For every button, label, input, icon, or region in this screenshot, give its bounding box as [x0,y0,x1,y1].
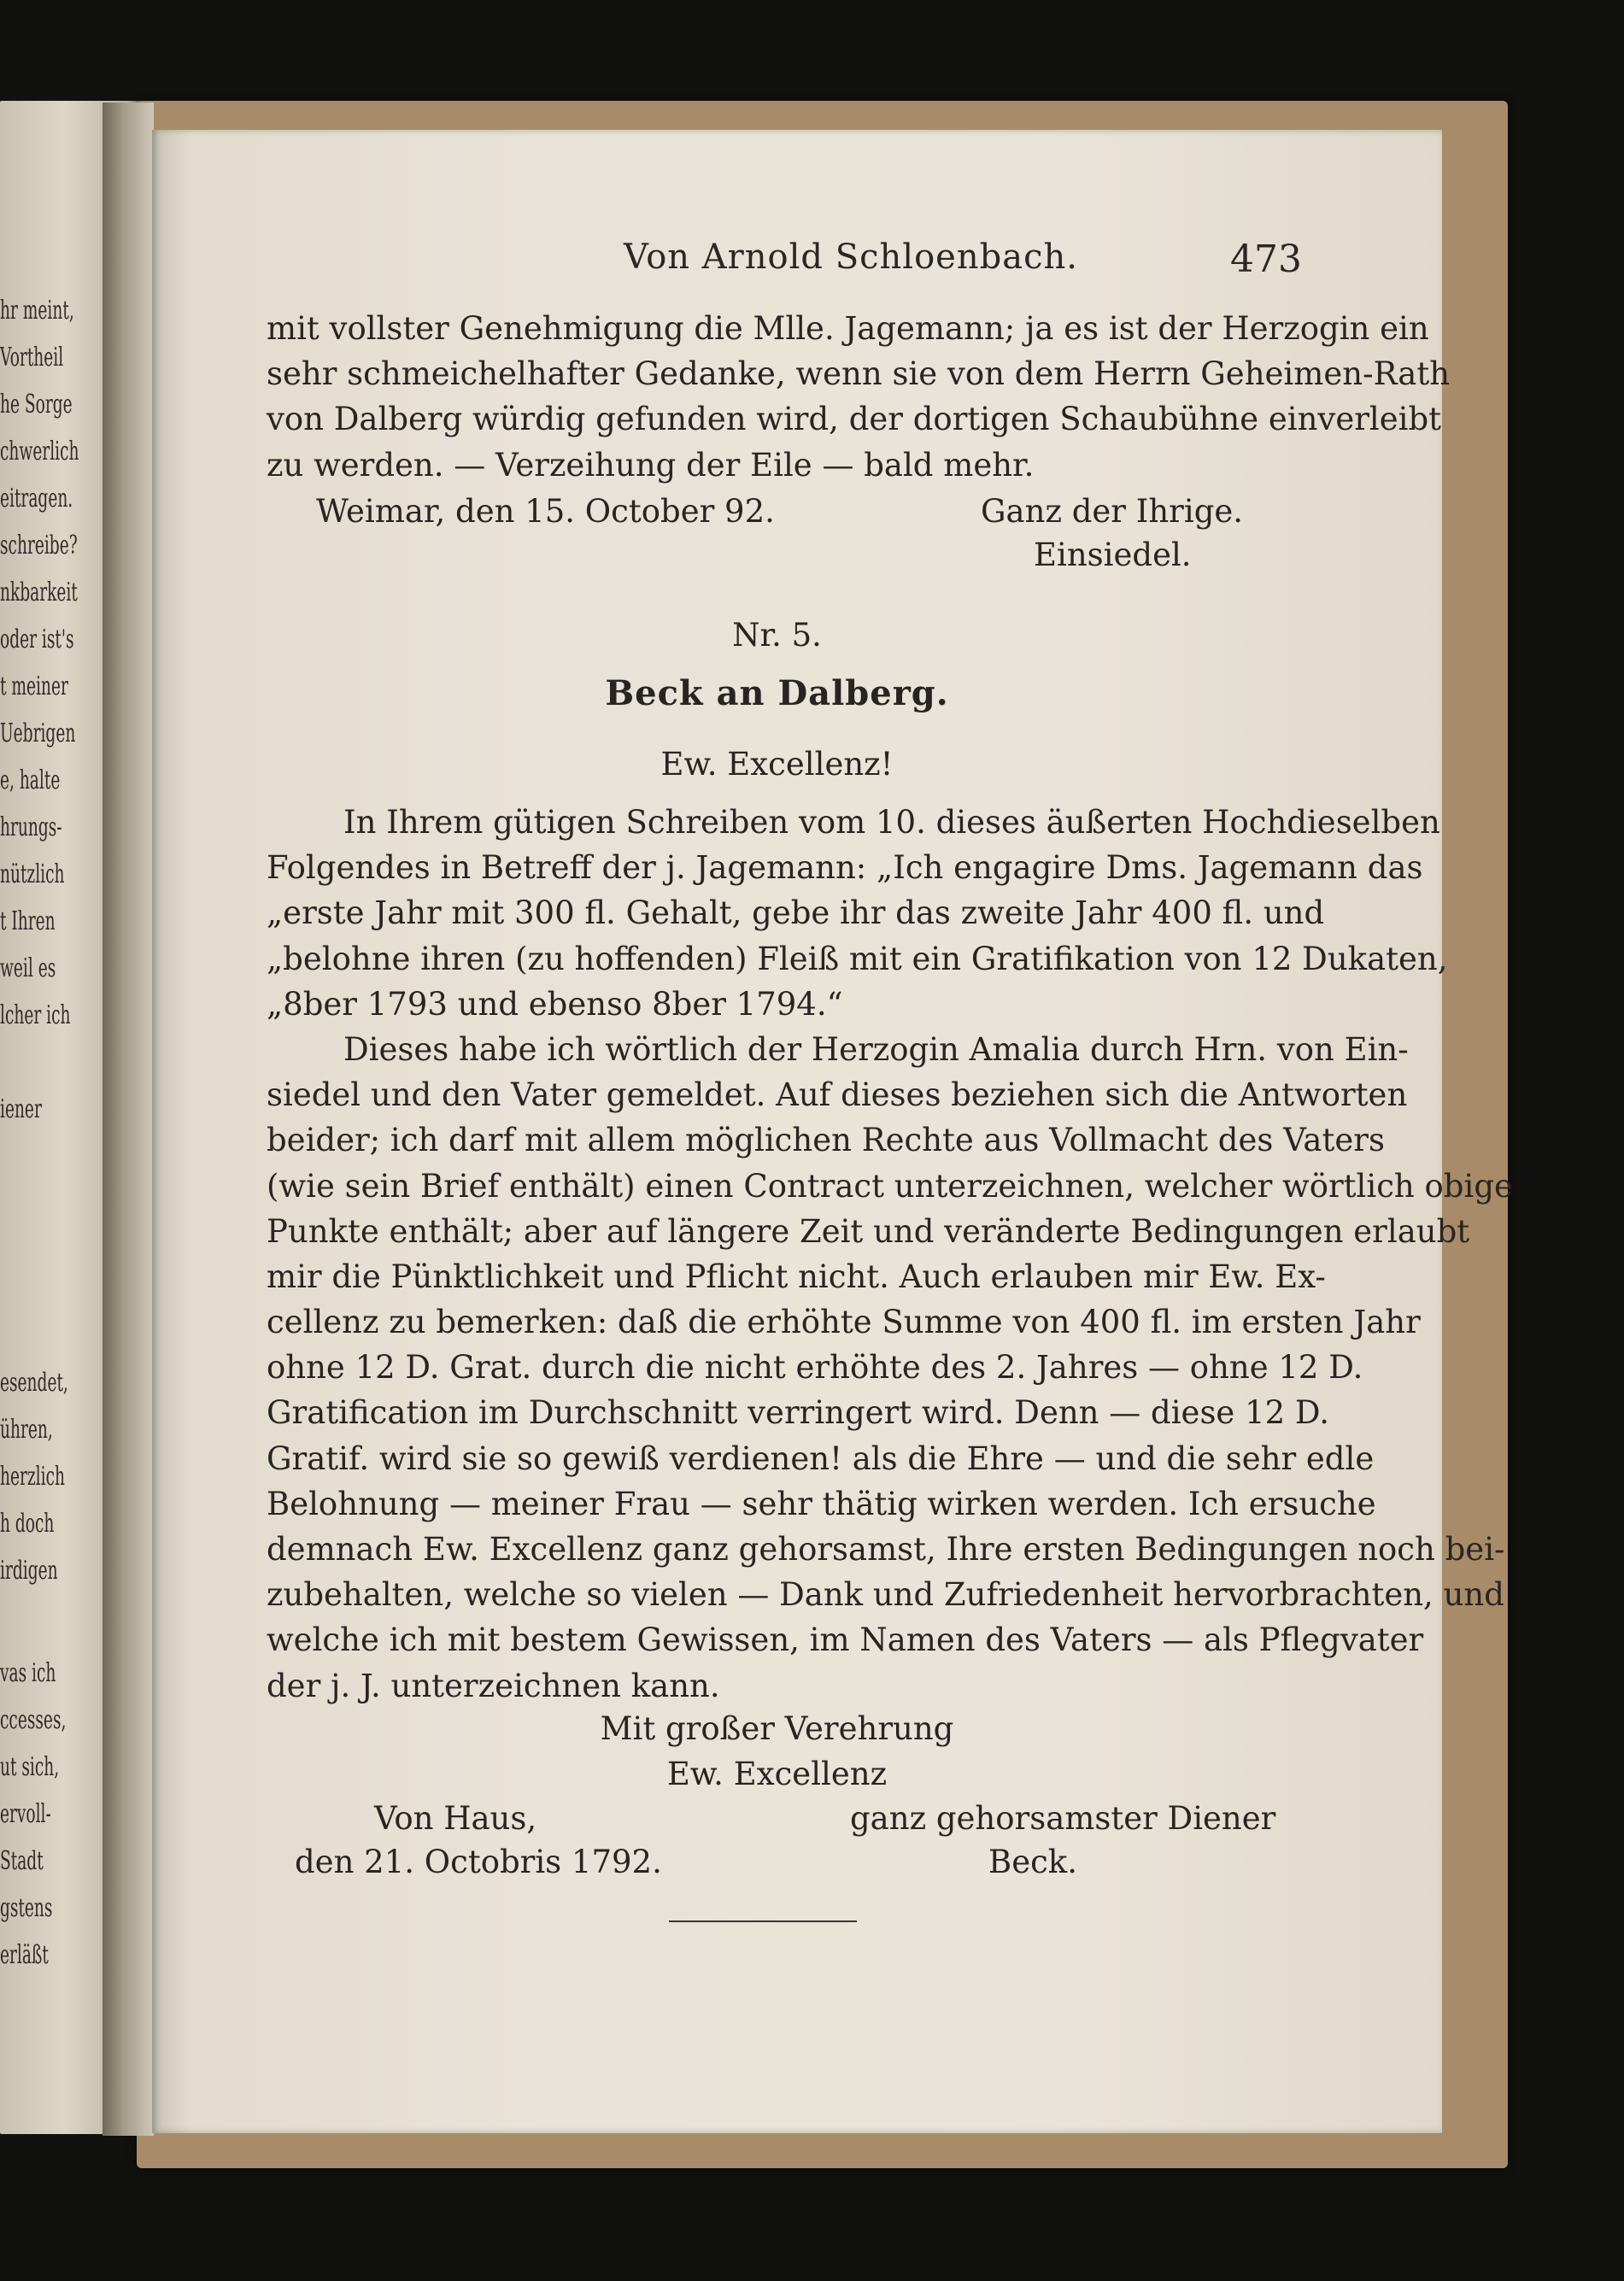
letter5-date: den 21. Octobris 1792. [295,1844,662,1880]
letter5-text [267,800,1513,1709]
book-gutter [103,103,154,2136]
facing-page-line: erläßt [0,1940,49,1970]
text-line: (wie sein Brief enthält) einen Contract unterzeichnen, welcher wörtlich obige [267,1167,1513,1205]
facing-page-line: herzlich [0,1462,65,1492]
letter5-place: Von Haus, [374,1800,537,1837]
facing-page-line: nkbarkeit [0,578,78,607]
letter5-closing-2: Ew. Excellenz [666,1756,888,1792]
letter5-closing-1: Mit großer Verehrung [600,1710,954,1747]
text-line: welche ich mit bestem Gewissen, im Namen des Vaters — als Pflegvater [267,1621,1424,1659]
facing-page-line: eitragen. [0,484,73,513]
text-line: mir die Pünktlichkeit und Pflicht nicht. Auch erlauben mir Ew. Ex- [267,1258,1326,1295]
text-line: Gratif. wird sie so gewiß verdienen! als die Ehre — und die sehr edle [267,1440,1375,1477]
letter5-signature: Beck. [988,1844,1077,1880]
letter-title: Beck an Dalberg. [605,673,949,713]
letter4-place-date: Weimar, den 15. October 92. [316,493,775,530]
facing-page-line: ühren, [0,1415,53,1445]
text-line: zu werden. — Verzeihung der Eile — bald mehr. [267,446,1035,484]
facing-page-line: he Sorge [0,390,73,419]
facing-page-line: gstens [0,1893,53,1923]
text-line: zubehalten, welche so vielen — Dank und Zufriedenheit hervorbrachten, und [267,1576,1504,1614]
text-line: Punkte enthält; aber auf längere Zeit und veränderte Bedingungen erlaubt [267,1212,1470,1250]
facing-page-line: t meiner [0,671,68,701]
text-line: demnach Ew. Excellenz ganz gehorsamst, Ihre ersten Bedingungen noch bei- [267,1531,1505,1568]
page-number: 473 [1230,237,1302,281]
text-line: beider; ich darf mit allem möglichen Rechte aus Vollmacht des Vaters [267,1122,1385,1159]
facing-page-line: Uebrigen [0,718,76,748]
text-line: Dieses habe ich wörtlich der Herzogin Amalia durch Hrn. von Ein- [343,1030,1409,1068]
text-line: „erste Jahr mit 300 fl. Gehalt, gebe ihr das zweite Jahr 400 fl. und [267,894,1325,932]
text-line: siedel und den Vater gemeldet. Auf dieses beziehen sich die Antworten [267,1076,1408,1114]
facing-page-line: lcher ich [0,1000,71,1030]
text-line: In Ihrem gütigen Schreiben vom 10. dieses äußerten Hochdieselben [343,804,1440,841]
text-line: Gratification im Durchschnitt verringert wird. Denn — diese 12 D. [267,1394,1330,1432]
facing-page-line: oder ist's [0,624,74,654]
text-line: Folgendes in Betreff der j. Jagemann: „Ich engagire Dms. Jagemann das [267,849,1423,887]
end-rule [669,1920,857,1922]
letter4-signature: Einsiedel. [1034,537,1192,573]
text-line: Belohnung — meiner Frau — sehr thätig wirken werden. Ich ersuche [267,1485,1376,1522]
facing-page-line: iener [0,1094,42,1124]
text-line: mit vollster Genehmigung die Mlle. Jagemann; ja es ist der Herzogin ein [267,310,1429,347]
facing-page-line: weil es [0,953,56,983]
facing-page-line: vas ich [0,1658,56,1688]
letter-salutation: Ew. Excellenz! [660,746,894,783]
text-line: ohne 12 D. Grat. durch die nicht erhöhte des 2. Jahres — ohne 12 D. [267,1349,1363,1387]
text-line: „8ber 1793 und ebenso 8ber 1794.“ [267,985,843,1023]
letter5-closing-3: ganz gehorsamster Diener [850,1800,1276,1837]
facing-page-line: h doch [0,1509,55,1539]
text-line: „belohne ihren (zu hoffenden) Fleiß mit ein Gratifikation von 12 Dukaten, [267,940,1448,977]
facing-page-line: schreibe? [0,531,78,560]
running-head: Von Arnold Schloenbach. [624,237,1078,277]
text-line: sehr schmeichelhafter Gedanke, wenn sie von dem Herrn Geheimen-Rath [267,355,1451,393]
facing-page-line: e, halte [0,765,61,795]
facing-page-line: ccesses, [0,1705,67,1735]
facing-page-line: hrungs- [0,812,62,842]
letter4-text [267,306,1451,488]
facing-page-line: Vortheil [0,343,64,372]
facing-page-line: hr meint, [0,296,74,325]
letter-number: Nr. 5. [732,617,822,654]
facing-page-line: ervoll- [0,1799,51,1829]
text-line: cellenz zu bemerken: daß die erhöhte Summe von 400 fl. im ersten Jahr [267,1304,1421,1341]
facing-page-line: chwerlich [0,437,79,466]
facing-page-line: Stadt [0,1846,44,1876]
facing-page-line: ut sich, [0,1752,60,1782]
facing-page-line: t Ihren [0,906,56,936]
facing-page-line: nützlich [0,859,65,889]
text-line: von Dalberg würdig gefunden wird, der dortigen Schaubühne einverleibt [267,401,1442,438]
text-line: der j. J. unterzeichnen kann. [267,1667,720,1704]
facing-page-line: esendet, [0,1368,68,1398]
letter4-closing: Ganz der Ihrige. [981,493,1244,530]
facing-page-line: irdigen [0,1556,58,1586]
